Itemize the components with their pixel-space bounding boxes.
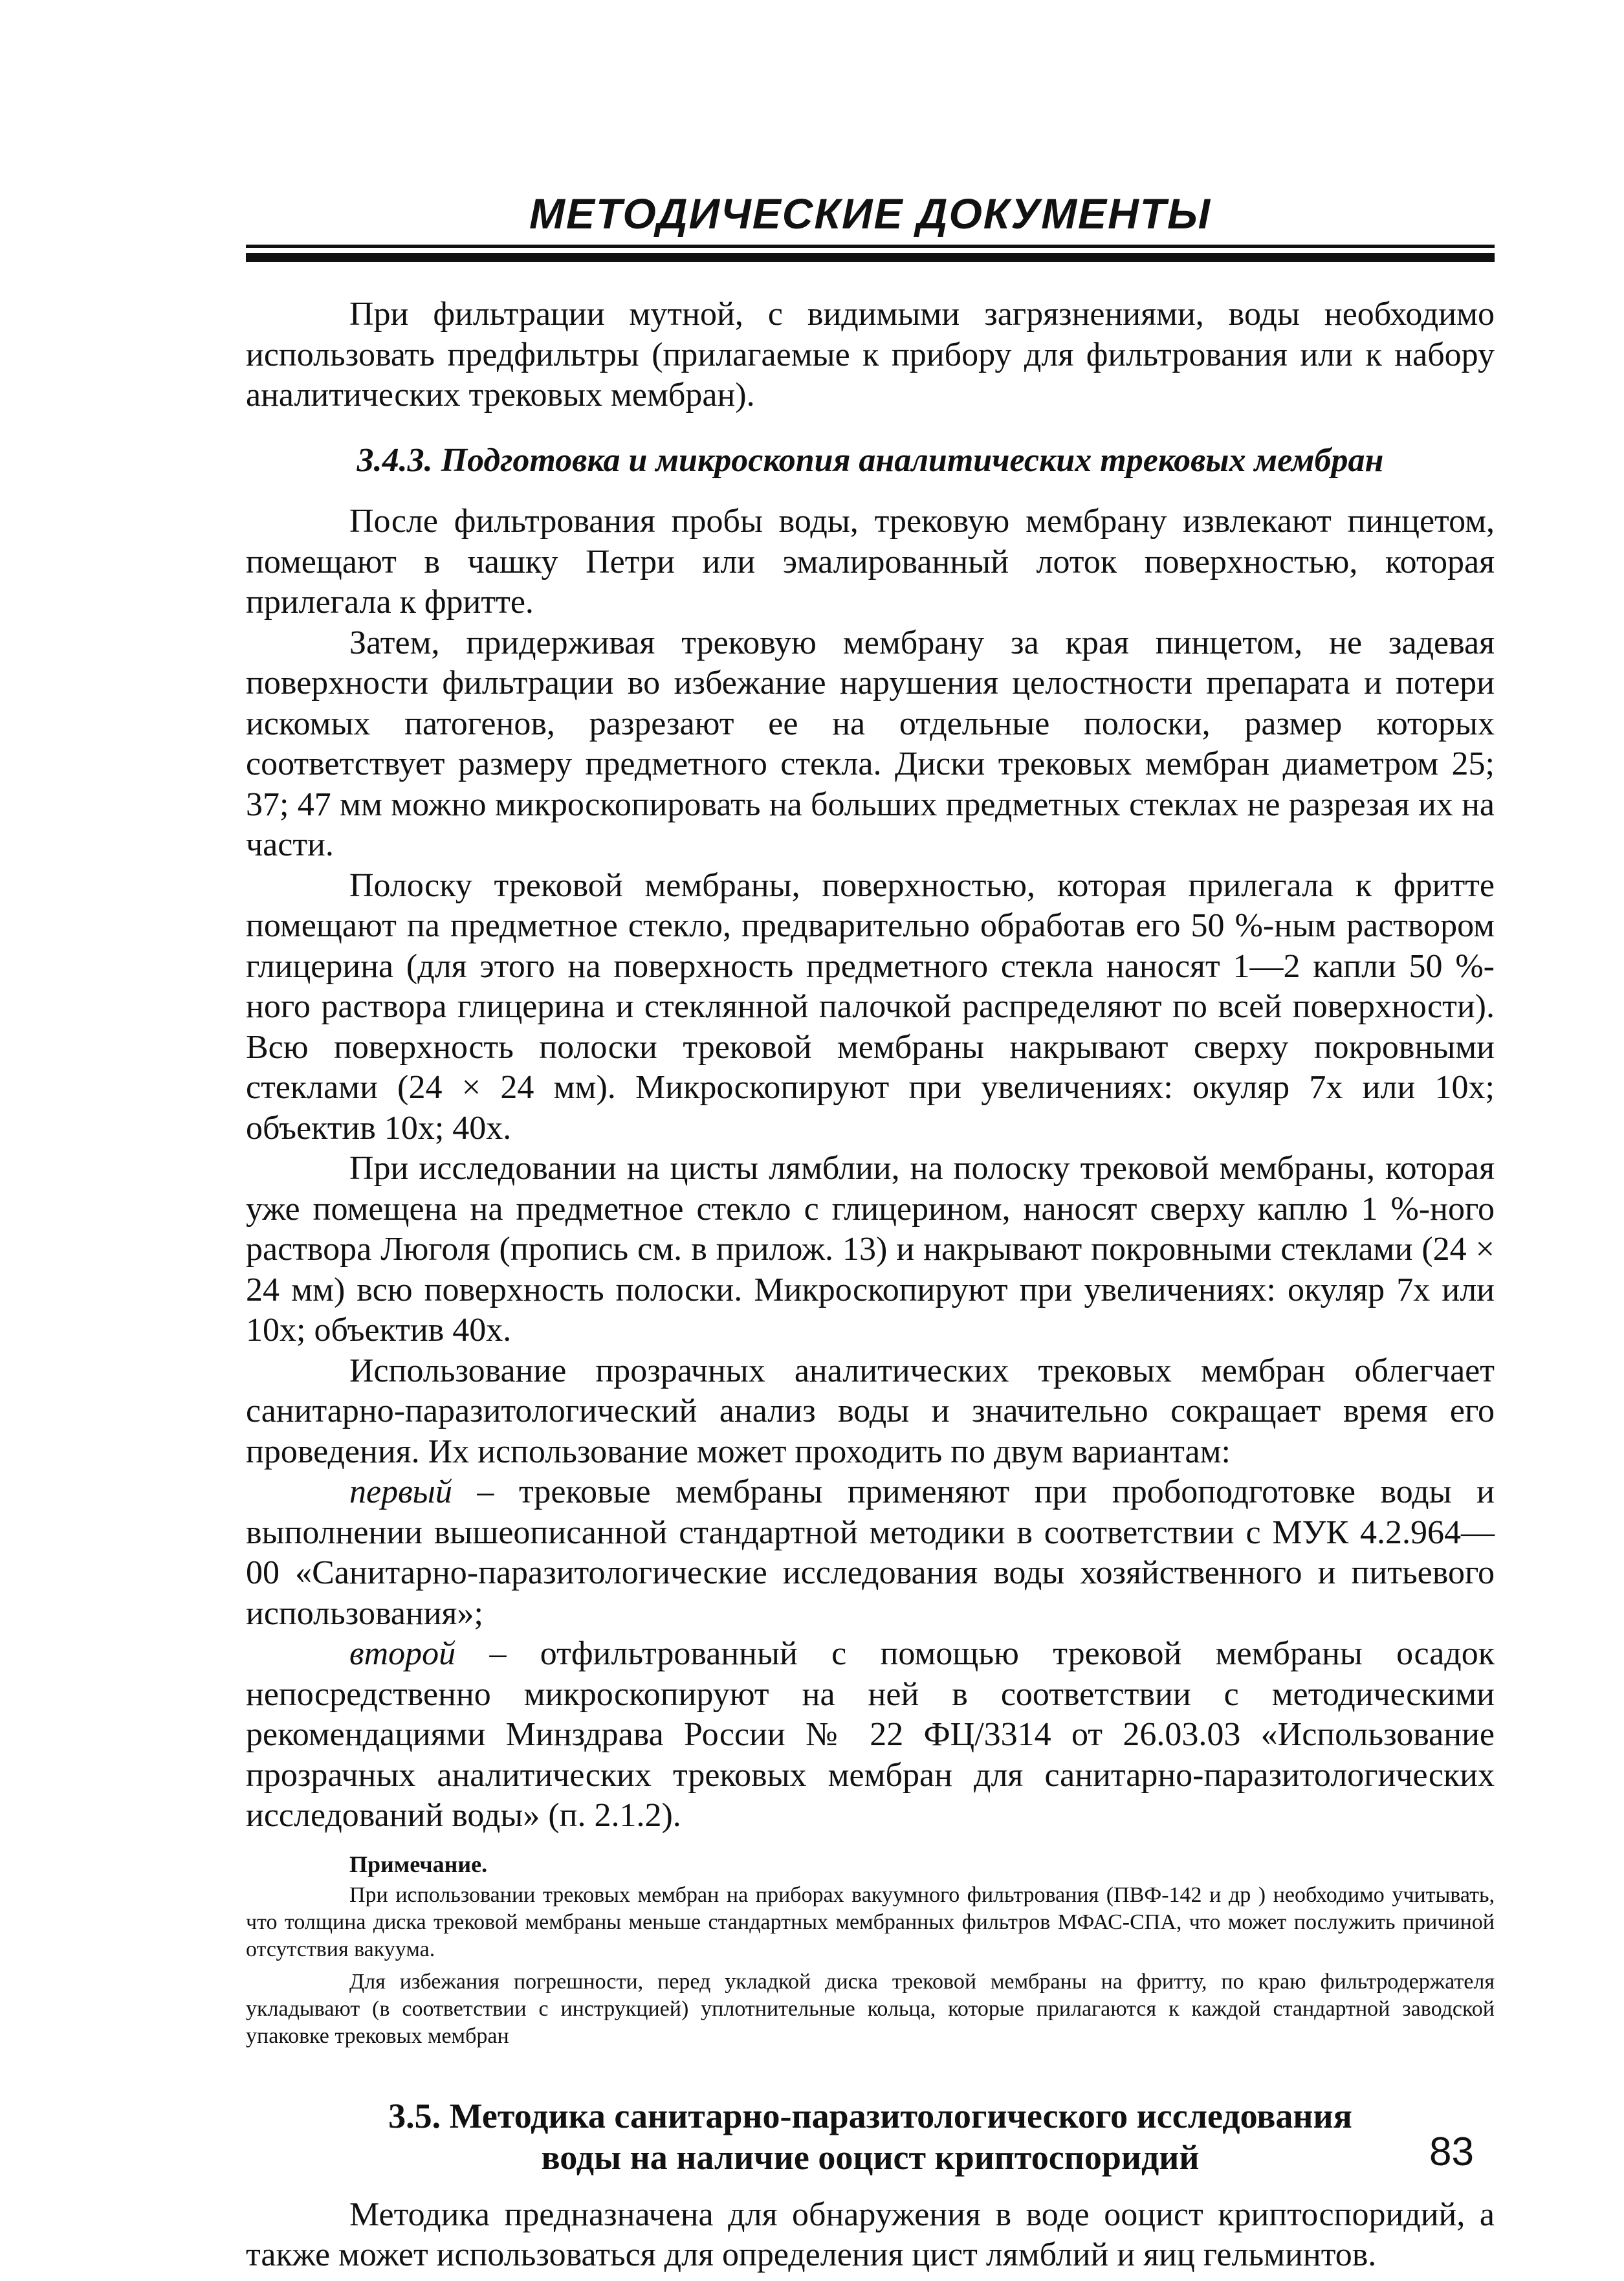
body-paragraph: При исследовании на цисты лямблии, на полоску трековой мембраны, которая уже помещена на предметное стекло с глицерином, наносят сверху каплю 1 %-ного раствора Люголя (пропись см. в прилож. 13) и накрывают покровными стеклами (24 × 24 мм) всю поверхность полоски. Микроскопируют при увеличениях: окуляр 7х или 10х; объектив 40х.	[246, 1150, 1495, 1349]
note-block	[246, 1851, 1495, 2050]
note-item: При использовании трековых мембран на приборах вакуумного фильтрования (ПВФ-142 и др ) необходимо учитывать, что толщина диска трековой мембраны меньше стандартных мембранных фильтров МФАС-СПА, что может послужить причиной отсутствия вакуума.	[246, 1882, 1495, 1961]
body-paragraph: После фильтрования пробы воды, трековую мембрану извлекают пинцетом, помещают в чашку Петри или эмалированный лоток поверхностью, которая прилегала к фритте.	[246, 503, 1495, 621]
page-number: 83	[1429, 2130, 1474, 2174]
body-paragraph: Полоску трековой мембраны, поверхностью, которая прилегала к фритте помещают па предметное стекло, предварительно обработав его 50 %-ным раствором глицерина (для этого на поверхность предметного стекла наносят 1—2 капли 50 %-ного раствора глицерина и стеклянной палочкой распределяют по всей поверхности). Всю поверхность полоски трековой мембраны накрывают сверху покровными стеклами (24 × 24 мм). Микроскопируют при увеличениях: окуляр 7х или 10х; объектив 10х; 40х.	[246, 866, 1495, 1147]
note-item: Для избежания погрешности, перед укладкой диска трековой мембраны на фритту, по краю фильтродержателя укладывают (в соответствии с инструкцией) уплотнительные кольца, которые прилагаются к каждой стандартной заводской упаковке трековых мембран	[246, 1969, 1495, 2048]
variant-paragraph	[246, 1472, 1495, 1634]
note-title: Примечание.	[349, 1851, 488, 1877]
section-heading-line: воды на наличие ооцист криптоспоридий	[541, 2137, 1200, 2177]
intro-paragraph: При фильтрации мутной, с видимыми загрязнениями, воды необходимо использовать предфильтры (прилагаемые к прибору для фильтрования или к набору аналитических трековых мембран).	[246, 296, 1495, 413]
subsection-heading: 3.4.3. Подготовка и микроскопия аналитических трековых мембран	[357, 441, 1384, 479]
variant-text: – отфильтрованный с помощью трековой мембраны осадок непосредственно микроскопируют на ней в соответствии с методическими рекомендациями Минздрава России № 22 ФЦ/3314 от 26.03.03 «Использование прозрачных аналитических трековых мембран для санитарно-паразитологических исследований воды» (п. 2.1.2).	[246, 1635, 1495, 1834]
variant-name: первый	[349, 1473, 452, 1510]
variant-paragraph	[246, 1634, 1495, 1836]
variant-name: второй	[349, 1635, 456, 1672]
section-heading-line: 3.5. Методика санитарно-паразитологического исследования	[388, 2096, 1352, 2135]
section-heading	[246, 2095, 1495, 2178]
header-rule-thin	[246, 245, 1495, 248]
body-paragraph: Затем, придерживая трековую мембрану за края пинцетом, не задевая поверхности фильтрации во избежание нарушения целостности препарата и потери искомых патогенов, разрезают ее на отдельные полоски, размер которых соответствует размеру предметного стекла. Диски трековых мембран диаметром 25; 37; 47 мм можно микроскопировать на больших предметных стеклах не разрезая их на части.	[246, 624, 1495, 863]
variant-text: – трековые мембраны применяют при пробоподготовке воды и выполнении вышеописанной стандартной методики в соответствии с МУК 4.2.964—00 «Санитарно-паразитологические исследования воды хозяйственного и питьевого использования»;	[246, 1473, 1495, 1632]
page-body	[246, 294, 1495, 2276]
running-header-title: МЕТОДИЧЕСКИЕ ДОКУМЕНТЫ	[529, 190, 1212, 237]
header-rule-thick	[246, 253, 1495, 262]
body-paragraph: Использование прозрачных аналитических трековых мембран облегчает санитарно-паразитологический анализ воды и значительно сокращает время его проведения. Их использование может проходить по двум вариантам:	[246, 1352, 1495, 1470]
section-paragraph: Методика предназначена для обнаружения в воде ооцист криптоспоридий, а также может использоваться для определения цист лямблий и яиц гельминтов.	[246, 2196, 1495, 2273]
